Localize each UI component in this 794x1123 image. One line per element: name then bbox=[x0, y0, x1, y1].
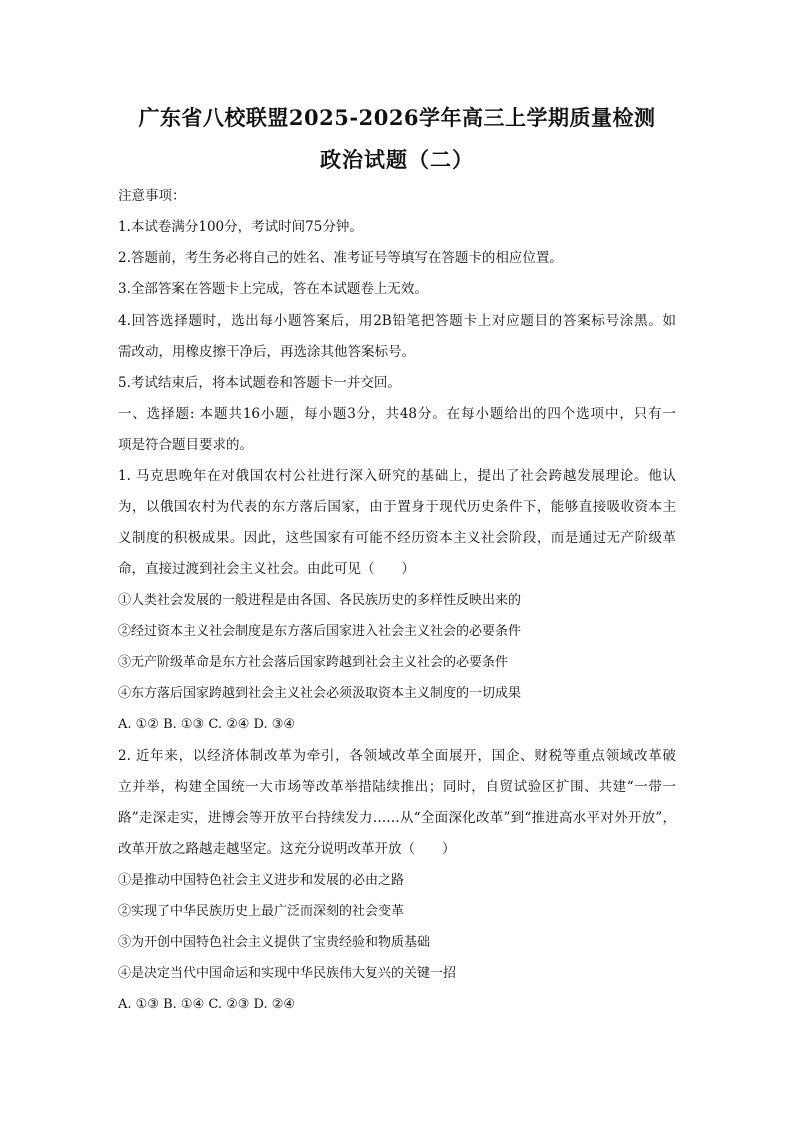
question-2-stem: 改革开放之路越走越坚定。这充分说明改革开放（ ） bbox=[118, 841, 456, 857]
notice-item: 5.考试结束后，将本试题卷和答题卡一并交回。 bbox=[118, 375, 401, 391]
question-1-stem: 义制度的积极成果。因此，这些国家有可能不经历资本主义社会阶段，而是通过无产阶级革 bbox=[118, 530, 676, 546]
question-1-options: A. ①② B. ①③ C. ②④ D. ③④ bbox=[118, 717, 296, 732]
question-1-statement: ③无产阶级革命是东方社会落后国家跨越到社会主义社会的必要条件 bbox=[118, 655, 509, 670]
question-2-statement: ②实现了中华民族历史上最广泛而深刻的社会变革 bbox=[118, 904, 405, 919]
section-heading-continued: 项是符合题目要求的。 bbox=[118, 437, 253, 453]
question-1-stem: 命，直接过渡到社会主义社会。由此可见（ ） bbox=[118, 561, 415, 577]
question-2-statement: ④是决定当代中国命运和实现中华民族伟大复兴的关键一招 bbox=[118, 966, 457, 981]
notice-item: 2.答题前，考生务必将自己的姓名、准考证号等填写在答题卡的相应位置。 bbox=[118, 250, 563, 266]
notice-item: 4.回答选择题时，选出每小题答案后，用2B铅笔把答题卡上对应题目的答案标号涂黑。如 bbox=[118, 313, 676, 329]
notice-item-continued: 需改动，用橡皮擦干净后，再选涂其他答案标号。 bbox=[118, 344, 415, 360]
exam-subtitle: 政治试题（二） bbox=[320, 147, 474, 172]
question-2-stem: 立并举，构建全国统一大市场等改革举措陆续推出；同时，自贸试验区扩围、共建“一带一 bbox=[118, 779, 676, 795]
question-1-statement: ①人类社会发展的一般进程是由各国、各民族历史的多样性反映出来的 bbox=[118, 593, 522, 608]
question-1-stem: 1. 马克思晚年在对俄国农村公社进行深入研究的基础上，提出了社会跨越发展理论。他认 bbox=[118, 468, 676, 484]
question-2-stem: 路”走深走实，进博会等开放平台持续发力……从“全面深化改革”到“推进高水平对外开放”， bbox=[118, 810, 676, 826]
question-2-options: A. ①③ B. ①④ C. ②③ D. ②④ bbox=[118, 997, 296, 1012]
question-2-statement: ③为开创中国特色社会主义提供了宝贵经验和物质基础 bbox=[118, 935, 431, 950]
section-heading: 一、选择题: 本题共16小题，每小题3分，共48分。在每小题给出的四个选项中，只有一 bbox=[118, 406, 676, 422]
question-2-statement: ①是推动中国特色社会主义进步和发展的必由之路 bbox=[118, 873, 405, 888]
exam-title: 广东省八校联盟2025-2026学年高三上学期质量检测 bbox=[138, 105, 656, 130]
notice-heading: 注意事项： bbox=[118, 188, 186, 204]
question-2-stem: 2. 近年来，以经济体制改革为牵引，各领域改革全面展开，国企、财税等重点领域改革破 bbox=[118, 748, 676, 764]
notice-item: 1.本试卷满分100分，考试时间75分钟。 bbox=[118, 219, 363, 235]
question-1-stem: 为，以俄国农村为代表的东方落后国家，由于置身于现代历史条件下，能够直接吸收资本主 bbox=[118, 499, 676, 515]
question-1-statement: ④东方落后国家跨越到社会主义社会必须汲取资本主义制度的一切成果 bbox=[118, 686, 522, 701]
question-1-statement: ②经过资本主义社会制度是东方落后国家进入社会主义社会的必要条件 bbox=[118, 624, 522, 639]
notice-item: 3.全部答案在答题卡上完成，答在本试题卷上无效。 bbox=[118, 281, 428, 297]
